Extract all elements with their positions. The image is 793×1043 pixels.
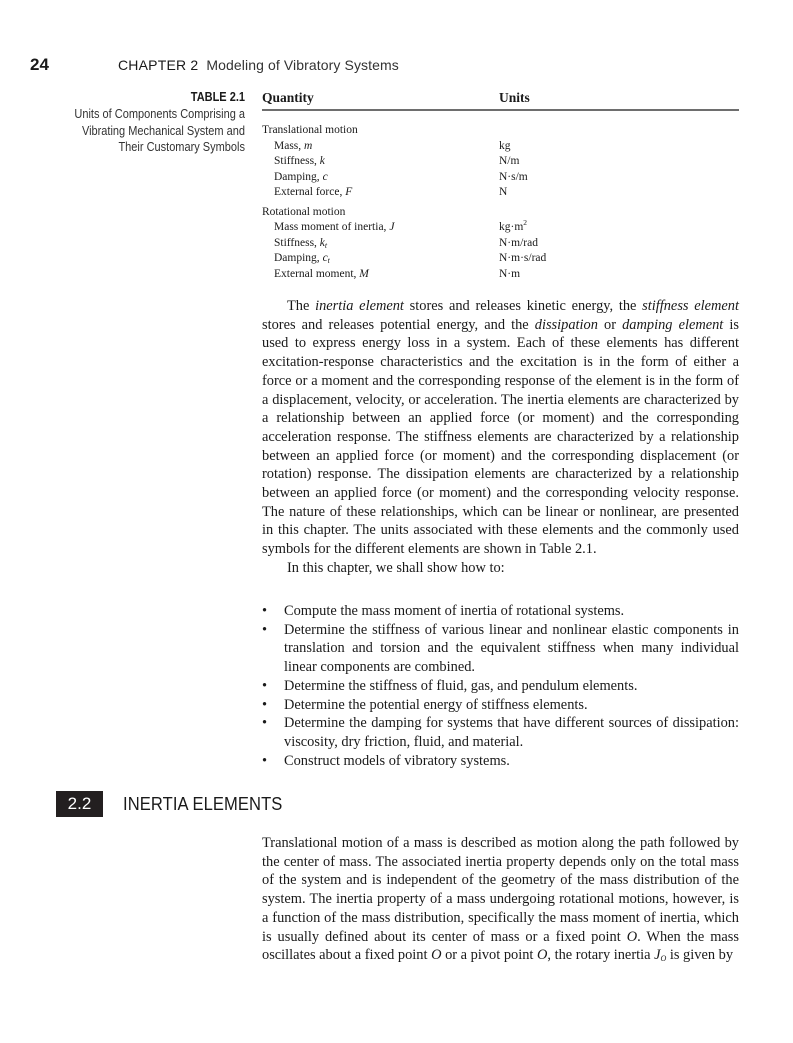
table-row (262, 251, 739, 267)
paragraph-text (262, 834, 739, 965)
section-number: 2.2 (56, 791, 103, 817)
quantity-text: External force, (274, 186, 346, 198)
text-run: Translational motion of a mass is described as motion along the path followed by the center of mass. The associated inertia property depends only on the total mass of the system and is independent of the geometry of the mass distribution of the system. The inertia property of a mass undergoing rotational motions, however, is a function of the mass distribution, specifically the mass moment of inertia, which is usually defined about its center of mass or a fixed point (262, 835, 739, 945)
bullet-icon: • (262, 677, 268, 694)
table-row (262, 185, 739, 201)
symbol: k (319, 155, 325, 167)
quantity-text: Damping, (274, 170, 323, 183)
section-heading (56, 791, 296, 817)
list-item-text: Construct models of vibratory systems. (284, 752, 510, 769)
quantity-text: Mass moment of inertia, (274, 221, 390, 233)
list-item (262, 602, 739, 621)
emphasis: inertia element (315, 298, 404, 314)
bullet-icon: • (262, 715, 268, 732)
running-head (30, 55, 399, 75)
math-symbol: O (537, 947, 548, 964)
header-quantity: Quantity (262, 90, 314, 105)
unit-text: kg·m (499, 221, 524, 233)
quantity-text: External moment, (274, 267, 360, 280)
list-item (262, 621, 739, 677)
text-run: stores and releases potential energy, and the (262, 316, 535, 333)
text-run: or a pivot point (441, 947, 537, 964)
text-run: or (597, 316, 623, 333)
quantity-cell (262, 139, 499, 155)
quantity-cell (262, 154, 499, 170)
symbol: k (319, 236, 325, 249)
table-label: TABLE 2.1 (190, 90, 245, 104)
math-subscript: O (660, 954, 667, 964)
header-units: Units (499, 90, 530, 105)
bullet-icon: • (262, 603, 268, 619)
chapter-title: Modeling of Vibratory Systems (206, 57, 399, 73)
symbol: J (389, 221, 395, 233)
symbol: c (322, 170, 328, 183)
table-caption (30, 90, 245, 156)
quantity-cell (262, 267, 499, 283)
text-run: The (287, 298, 316, 314)
unit-cell: N·m/rad (499, 236, 538, 249)
unit-cell (499, 220, 527, 236)
text-run: is given by (666, 947, 734, 964)
quantity-cell (262, 185, 499, 201)
bullet-icon: • (262, 752, 268, 769)
unit-cell: N·m (499, 267, 521, 280)
page-number: 24 (30, 55, 49, 74)
quantity-text: Mass, (274, 139, 305, 152)
list-item-text: Determine the potential energy of stiffness elements. (284, 696, 588, 713)
list-item (262, 677, 739, 696)
text-run: . When the mass oscillates about a fixed point (262, 928, 739, 964)
section-title: INERTIA ELEMENTS (123, 793, 283, 814)
bullet-icon: • (262, 621, 268, 638)
text-run: is used to express energy loss in a system. Each of these elements has different excitation-response characteristics and the excitation is in the form of either a force or a moment and the corresponding response of the element is in the form of a displacement, velocity, or acceleration. The inertia elements are characterized by a relationship between an applied force (or moment) and the corresponding acceleration response. The stiffness elements are characterized by a relationship between an applied force (or moment) and the corresponding displacement (or rotation) response. The dissipation elements are characterized by a relationship between an applied force (or moment) and the corresponding velocity response. The nature of these relationships, which can be linear or nonlinear, are presented in this chapter. The units associated with these elements and the commonly used symbols for the different elements are shown in Table 2.1. (262, 316, 739, 558)
math-symbol: O (431, 947, 442, 964)
unit-superscript: 2 (523, 218, 528, 227)
objectives-list (262, 602, 739, 770)
unit-cell: N (499, 186, 508, 198)
quantity-text: Stiffness, (274, 155, 320, 167)
group-title: Rotational motion (262, 205, 346, 218)
unit-cell: N/m (499, 155, 520, 167)
table-row (262, 220, 739, 236)
symbol: M (359, 267, 369, 280)
intro-line: In this chapter, we shall show how to: (287, 559, 505, 576)
emphasis: damping element (622, 316, 724, 333)
quantity-cell (262, 170, 499, 186)
unit-cell: kg (499, 139, 511, 152)
symbol: c (322, 252, 328, 264)
list-item-text: Compute the mass moment of inertia of rotational systems. (284, 603, 625, 619)
math-symbol: O (626, 928, 638, 945)
table-row (262, 267, 739, 283)
group-title: Translational motion (262, 124, 358, 136)
table-row (262, 139, 739, 155)
quantity-cell (262, 220, 499, 236)
symbol: F (345, 186, 353, 198)
list-item-text: Determine the stiffness of various linear and nonlinear elastic components in translation and torsion and the equivalent stiffness when many individual linear components are combined. (284, 621, 739, 676)
table-row (262, 236, 739, 252)
body-paragraph-1 (262, 297, 739, 578)
quantity-text: Damping, (274, 252, 323, 264)
bullet-icon: • (262, 696, 268, 713)
chapter-label: CHAPTER 2 (118, 57, 199, 73)
emphasis: dissipation (534, 316, 598, 333)
table-group-rotational (262, 205, 739, 283)
symbol: m (304, 139, 313, 152)
emphasis: stiffness element (642, 298, 739, 314)
symbol-subscript: t (324, 240, 328, 250)
list-item-text: Determine the damping for systems that have different sources of dissipation: viscosity, dry friction, fluid, and material. (284, 715, 739, 750)
text-run: stores and releases kinetic energy, the (403, 298, 643, 314)
text-run: , the rotary inertia (547, 947, 655, 964)
list-item (262, 752, 739, 771)
quantity-cell (262, 236, 499, 252)
body-paragraph-2 (262, 834, 739, 965)
table-row (262, 170, 739, 186)
list-item-text: Determine the stiffness of fluid, gas, and pendulum elements. (284, 677, 638, 694)
unit-cell: N·s/m (499, 170, 528, 183)
table-header (262, 90, 739, 111)
table-row (262, 154, 739, 170)
table-description: Units of Components Comprising a Vibrating Mechanical System and Their Customary Symbols (74, 107, 245, 154)
table-group-translational (262, 123, 739, 201)
symbol-subscript: t (327, 256, 330, 265)
list-item (262, 696, 739, 715)
math-symbol: J (654, 947, 661, 964)
list-item (262, 714, 739, 751)
paragraph-text (262, 297, 739, 559)
quantity-text: Stiffness, (274, 236, 320, 249)
quantity-cell (262, 251, 499, 267)
units-table (262, 90, 739, 282)
unit-cell: N·m·s/rad (499, 252, 547, 264)
